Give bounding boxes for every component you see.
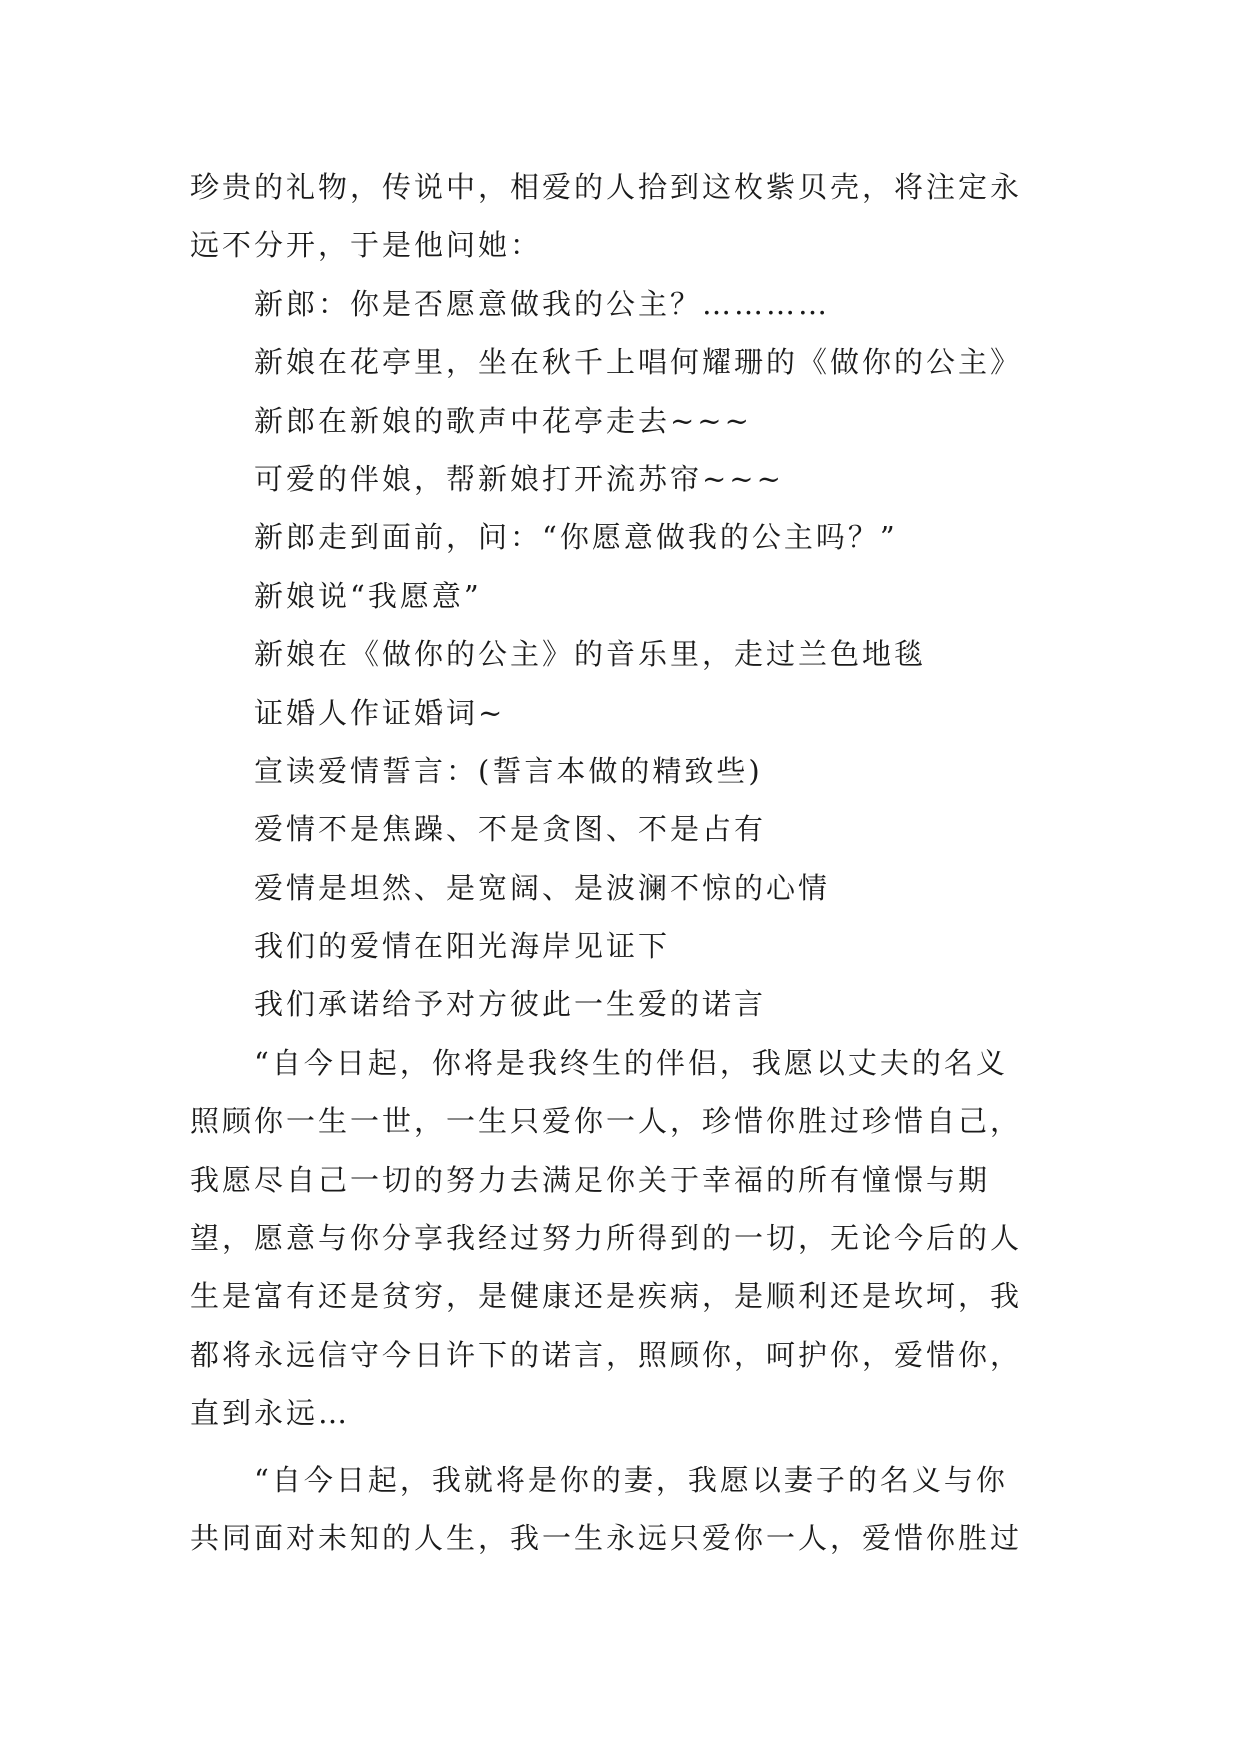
text-line-19: 望，愿意与你分享我经过努力所得到的一切，无论今后的人 (190, 1221, 1023, 1256)
text-line-16: “自今日起，你将是我终生的伴侣，我愿以丈夫的名义 (254, 1045, 1008, 1080)
text-line-11: 宣读爱情誓言：(誓言本做的精致些) (254, 753, 763, 788)
text-line-2: 远不分开，于是他问她： (190, 228, 543, 263)
document-body (190, 158, 1060, 1567)
text-line-1: 珍贵的礼物，传说中，相爱的人拾到这枚紫贝壳，将注定永 (190, 170, 1023, 204)
text-line-17: 照顾你一生一世，一生只爱你一人，珍惜你胜过珍惜自己， (190, 1104, 1023, 1139)
text-line-23: “自今日起，我就将是你的妻，我愿以妻子的名义与你 (254, 1462, 1008, 1497)
text-line-12: 爱情不是焦躁、不是贪图、不是占有 (254, 812, 767, 847)
text-line-14: 我们的爱情在阳光海岸见证下 (254, 929, 671, 964)
text-line-20: 生是富有还是贫穷，是健康还是疾病，是顺利还是坎坷，我 (190, 1279, 1023, 1314)
text-line-7: 新郎走到面前，问：“你愿意做我的公主吗？” (254, 520, 898, 555)
text-line-10: 证婚人作证婚词~ (254, 695, 506, 730)
text-line-22: 直到永远… (190, 1396, 351, 1431)
text-line-5: 新郎在新娘的歌声中花亭走去~~~ (254, 403, 752, 438)
text-line-13: 爱情是坦然、是宽阔、是波澜不惊的心情 (254, 870, 831, 905)
text-line-21: 都将永远信守今日许下的诺言，照顾你，呵护你，爱惜你， (190, 1337, 1023, 1372)
text-line-9: 新娘在《做你的公主》的音乐里，走过兰色地毯 (254, 637, 927, 672)
text-line-15: 我们承诺给予对方彼此一生爱的诺言 (254, 987, 767, 1022)
text-line-4: 新娘在花亭里，坐在秋千上唱何耀珊的《做你的公主》 (254, 345, 1023, 380)
text-line-8: 新娘说“我愿意” (254, 578, 482, 613)
text-line-24: 共同面对未知的人生，我一生永远只爱你一人，爱惜你胜过 (190, 1520, 1023, 1555)
text-line-6: 可爱的伴娘，帮新娘打开流苏帘~~~ (254, 461, 784, 496)
paragraph-spacer (190, 1443, 1060, 1451)
text-line-3: 新郎：你是否愿意做我的公主？………… (254, 286, 831, 321)
text-line-18: 我愿尽自己一切的努力去满足你关于幸福的所有憧憬与期 (190, 1162, 991, 1197)
